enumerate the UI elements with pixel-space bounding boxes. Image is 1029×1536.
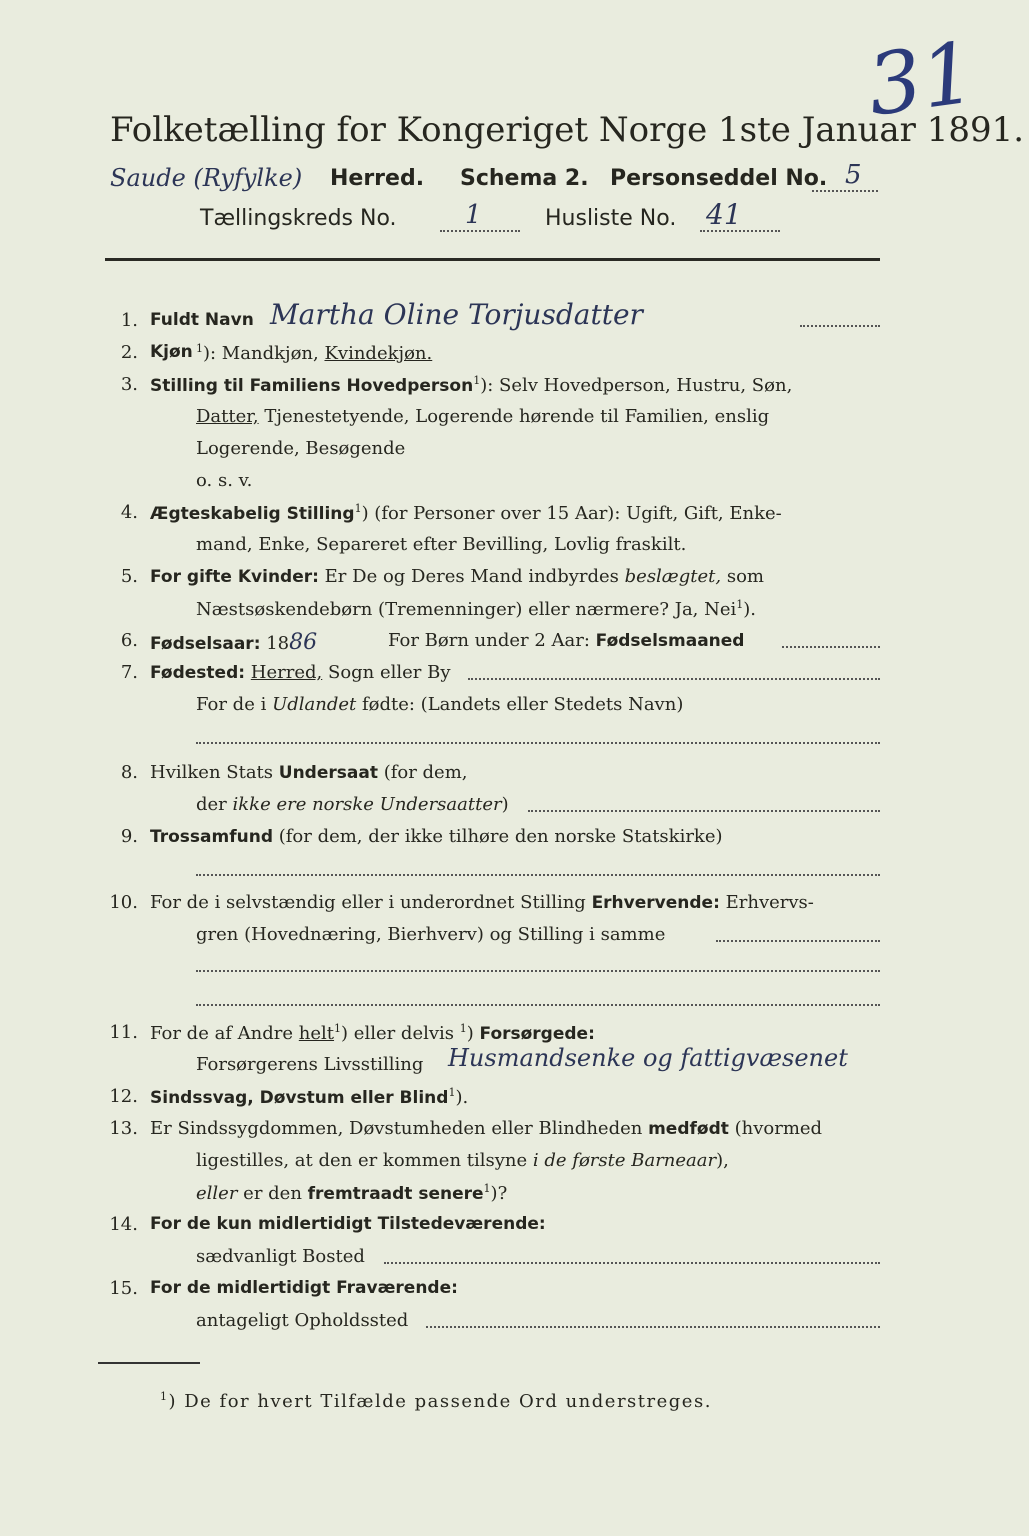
q1-label: Fuldt Navn [150,310,254,330]
q6-rest: For Børn under 2 Aar: Fødselsmaaned [388,630,745,651]
item-number: 14. [109,1214,138,1235]
husliste-label: Husliste No. [545,206,677,231]
q4-line2: mand, Enke, Separeret efter Bevilling, Lovlig fraskilt. [196,534,687,555]
q13-text: Er Sindssygdommen, Døvstumheden eller Blindheden medfødt (hvormed [150,1118,823,1139]
q2-label: Kjøn [150,342,193,362]
q13-line2: ligestilles, at den er kommen tilsyne i de første Barneaar), [196,1150,729,1171]
q2-text: $^1$): Mandkjøn, Kvindekjøn. [196,342,433,364]
q3-line4: o. s. v. [196,470,253,491]
q11-value: Husmandsenke og fattigvæsenet [448,1044,848,1072]
footnote: $^1$) De for hvert Tilfælde passende Ord understreges. [160,1390,712,1412]
kreds-value: 1 [465,200,482,230]
item-number: 5. [120,566,138,587]
q10-text: For de i selvstændig eller i underordnet Stilling Erhvervende: Erhvervs- [150,892,814,913]
q9-text: Trossamfund (for dem, der ikke tilhøre den norske Statskirke) [150,826,723,847]
q7-text: Fødested: Herred, Sogn eller By [150,662,451,683]
schema-label: Schema 2. [460,166,589,191]
herred-label: Herred. [330,166,425,191]
q7-line2: For de i Udlandet fødte: (Landets eller Stedets Navn) [196,694,684,715]
q5-line2: Næstsøskendebørn (Tremenninger) eller nærmere? Ja, Nei$^1$). [196,598,757,620]
personseddel-value: 5 [845,160,862,190]
herred-option: Herred, [250,662,323,683]
q8-line2: der ikke ere norske Undersaatter) [196,794,509,815]
item-number: 4. [120,502,138,523]
item-number: 2. [120,342,138,363]
birth-year-value: 86 [289,630,318,655]
item-number: 1. [120,310,138,331]
kreds-label: Tællingskreds No. [200,206,397,231]
item-number: 15. [109,1278,138,1299]
kvindekjon-option: Kvindekjøn. [324,343,433,364]
item-number: 9. [120,826,138,847]
item-number: 6. [120,630,138,651]
item-number: 10. [109,892,138,913]
page-number: 31 [861,23,982,135]
personseddel-label: Personseddel No. [610,166,828,191]
item-number: 11. [109,1022,138,1043]
header-rule [105,258,880,261]
item-number: 3. [120,374,138,395]
q8-text: Hvilken Stats Undersaat (for dem, [150,762,468,783]
q11-text: For de af Andre helt$^1$) eller delvis $^1$) Forsørgede: [150,1022,595,1044]
datter-option: Datter, [196,406,259,427]
q1-value: Martha Oline Torjusdatter [270,298,643,331]
q10-line2: gren (Hovednæring, Bierhverv) og Stilling i samme [196,924,666,945]
item-number: 12. [109,1086,138,1107]
q5-text: For gifte Kvinder: Er De og Deres Mand indbyrdes beslægtet, som [150,566,764,587]
item-number: 13. [109,1118,138,1139]
q13-line3: eller er den fremtraadt senere$^1$)? [196,1182,508,1204]
footnote-rule [98,1362,200,1364]
q3-text: Stilling til Familiens Hovedperson$^1$): Selv Hovedperson, Hustru, Søn, [150,374,793,396]
q15-label: For de midlertidigt Fraværende: [150,1278,458,1298]
item-number: 8. [120,762,138,783]
q11-line2: Forsørgerens Livsstilling [196,1054,424,1075]
q4-text: Ægteskabelig Stilling$^1$) (for Personer over 15 Aar): Ugift, Gift, Enke- [150,502,782,524]
husliste-value: 41 [706,198,742,231]
q12-text: Sindssvag, Døvstum eller Blind$^1$). [150,1086,469,1108]
q3-line3: Logerende, Besøgende [196,438,406,459]
form-title: Folketælling for Kongeriget Norge 1ste Januar 1891. [110,110,1025,150]
herred-value: Saude (Ryfylke) [110,164,303,192]
q3-line2: Datter, Tjenestetyende, Logerende hørende til Familien, enslig [196,406,770,427]
helt-option: helt [298,1023,335,1044]
q15-line2: antageligt Opholdssted [196,1310,409,1331]
q6-text: Fødselsaar: 1886 [150,630,318,655]
item-number: 7. [120,662,138,683]
q14-label: For de kun midlertidigt Tilstedeværende: [150,1214,546,1234]
q14-line2: sædvanligt Bosted [196,1246,365,1267]
